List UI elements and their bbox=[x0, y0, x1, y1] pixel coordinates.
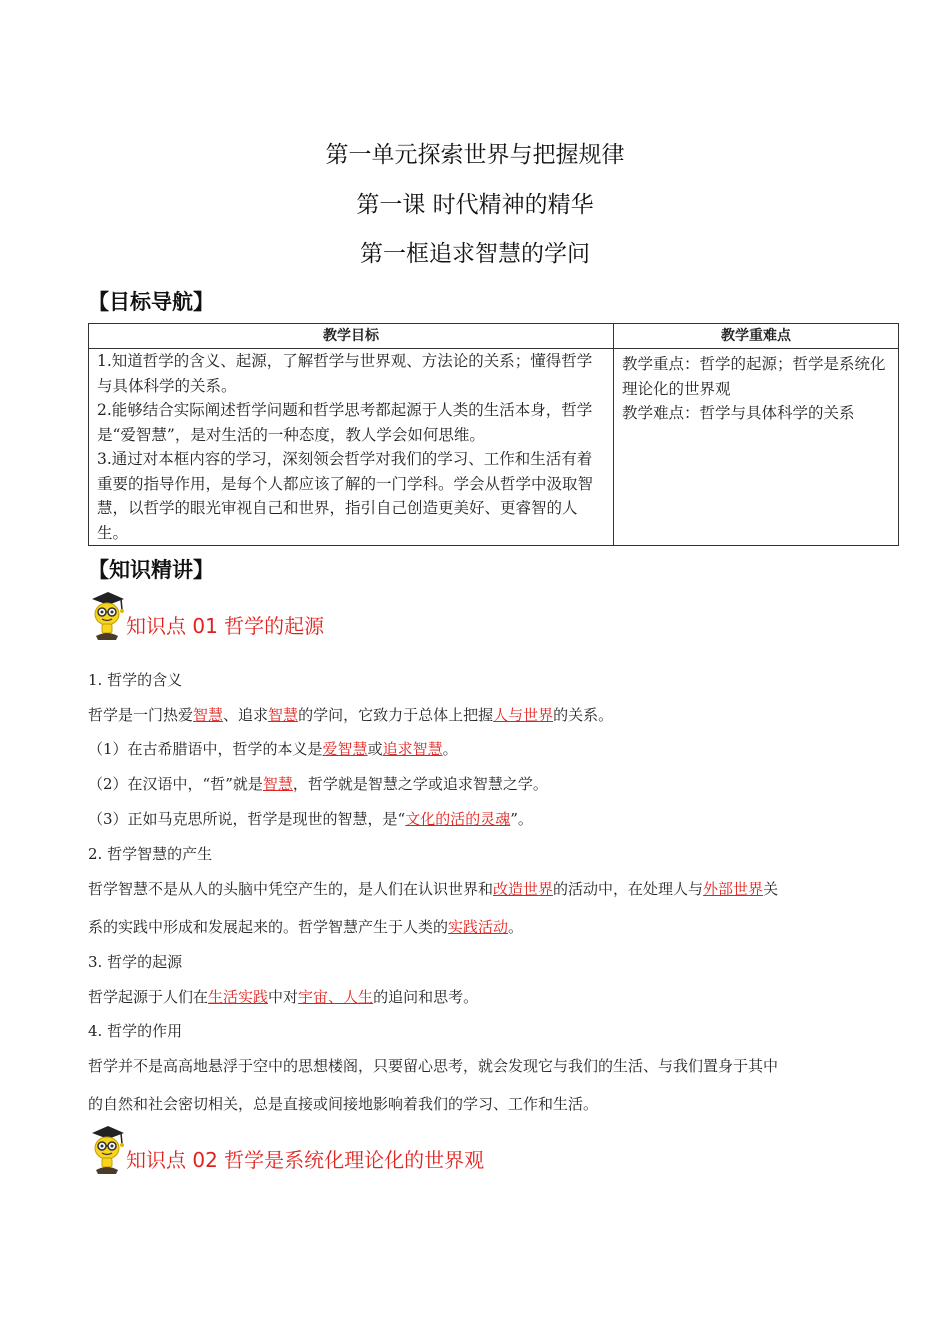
key-term: 生活实践 bbox=[208, 988, 269, 1006]
key-point-item: 教学重点：哲学的起源；哲学是系统化理论化的世界观 bbox=[622, 355, 886, 398]
key-term: 人与世界 bbox=[493, 706, 554, 724]
kp1-heading-1: 1. 哲学的含义 bbox=[88, 671, 183, 689]
key-term: 追求智慧 bbox=[382, 740, 443, 758]
key-term: 智慧 bbox=[262, 775, 293, 793]
key-term: 智慧 bbox=[193, 706, 224, 724]
key-term: 外部世界 bbox=[703, 880, 764, 898]
section-nav-heading: 【目标导航】 bbox=[88, 290, 214, 314]
kp1-heading-3: 3. 哲学的起源 bbox=[88, 953, 183, 971]
unit-title: 第一单元探索世界与把握规律 bbox=[325, 142, 625, 168]
kp1-paragraph-1: 哲学是一门热爱智慧、追求智慧的学问，它致力于总体上把握人与世界的关系。 bbox=[88, 706, 614, 724]
knowledge-point-01-title: 知识点 01 哲学的起源 bbox=[126, 614, 325, 638]
kp1-heading-2: 2. 哲学智慧的产生 bbox=[88, 845, 213, 863]
kp1-paragraph-8: 哲学并不是高高地悬浮于空中的思想楼阁，只要留心思考，就会发现它与我们的生活、与我们置身于其中 bbox=[88, 1057, 779, 1075]
objectives-cell bbox=[89, 349, 614, 546]
kp1-paragraph-6: 系的实践中形成和发展起来的。哲学智慧产生于人类的实践活动。 bbox=[88, 918, 524, 936]
key-term: 实践活动 bbox=[448, 918, 509, 936]
objective-item: 2.能够结合实际阐述哲学问题和哲学思考都起源于人类的生活本身，哲学是“爱智慧”，是对生活的一种态度，教人学会如何思维。 bbox=[97, 401, 593, 444]
key-term: 改造世界 bbox=[493, 880, 554, 898]
kp1-paragraph-9: 的自然和社会密切相关，总是直接或间接地影响着我们的学习、工作和生活。 bbox=[88, 1095, 599, 1113]
goals-table bbox=[88, 323, 899, 546]
kp1-paragraph-5: 哲学智慧不是从人的头脑中凭空产生的，是人们在认识世界和改造世界的活动中，在处理人与外部世界关 bbox=[88, 880, 779, 898]
frame-title: 第一框追求智慧的学问 bbox=[360, 241, 590, 267]
key-term: 智慧 bbox=[268, 706, 299, 724]
key-term: 文化的活的灵魂 bbox=[405, 810, 511, 828]
section-knowledge-heading: 【知识精讲】 bbox=[88, 558, 214, 582]
key-term: 宇宙、人生 bbox=[298, 988, 374, 1006]
goals-header-objectives: 教学目标 bbox=[89, 324, 614, 349]
kp1-paragraph-7: 哲学起源于人们在生活实践中对宇宙、人生的追问和思考。 bbox=[88, 988, 479, 1006]
kp1-paragraph-4: （3）正如马克思所说，哲学是现世的智慧，是“文化的活的灵魂”。 bbox=[88, 810, 533, 828]
key-term: 爱智慧 bbox=[322, 740, 368, 758]
objective-item: 3.通过对本框内容的学习，深刻领会哲学对我们的学习、工作和生活有着重要的指导作用，是每个人都应该了解的一门学科。学会从哲学中汲取智慧，以哲学的眼光审视自己和世界，指引自己创造更美好、更睿智的人生。 bbox=[97, 450, 594, 542]
scholar-mascot-icon bbox=[88, 1124, 126, 1176]
lesson-title: 第一课 时代精神的精华 bbox=[356, 192, 594, 218]
keypoints-cell bbox=[614, 349, 899, 546]
goals-header-keypoints: 教学重难点 bbox=[614, 324, 899, 349]
kp1-paragraph-2: （1）在古希腊语中，哲学的本义是爱智慧或追求智慧。 bbox=[88, 740, 458, 758]
scholar-mascot-icon bbox=[88, 590, 126, 642]
kp1-paragraph-3: （2）在汉语中，“哲”就是智慧，哲学就是智慧之学或追求智慧之学。 bbox=[88, 775, 548, 793]
knowledge-point-02-title: 知识点 02 哲学是系统化理论化的世界观 bbox=[126, 1148, 485, 1172]
objective-item: 1.知道哲学的含义、起源，了解哲学与世界观、方法论的关系；懂得哲学与具体科学的关系。 bbox=[97, 352, 593, 395]
difficult-point-item: 教学难点：哲学与具体科学的关系 bbox=[622, 404, 855, 422]
kp1-heading-4: 4. 哲学的作用 bbox=[88, 1022, 183, 1040]
